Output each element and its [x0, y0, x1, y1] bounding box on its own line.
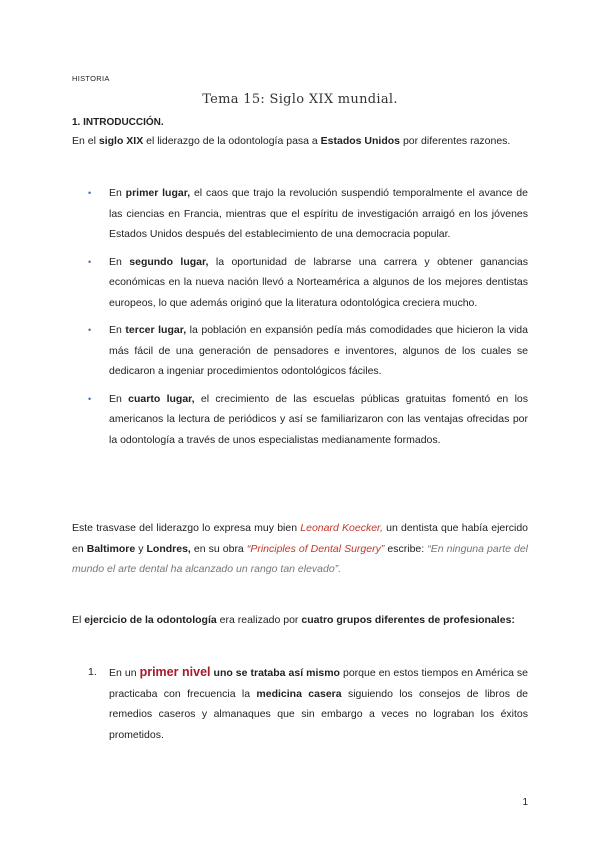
quote: “En ninguna parte del mundo el arte dental ha alcanzado un rango tan elevado”.	[72, 542, 529, 575]
bullet-icon: •	[88, 325, 92, 335]
intro-paragraph: En el siglo XIX el liderazgo de la odontología pasa a Estados Unidos por diferentes razones.	[72, 135, 511, 147]
author-name: Leonard Koecker,	[300, 522, 383, 534]
page-number: 1	[522, 797, 528, 808]
groups-paragraph: El ejercicio de la odontología era realizado por cuatro grupos diferentes de profesionales:	[72, 614, 515, 626]
list-item: • En tercer lugar, la población en expansión pedía más comodidades que hicieron la vida más fácil de una generación de pensadores e inventores, algunos de los cuales se dedicaron a ingeniar procedimientos odontológicos fáciles.	[88, 320, 528, 382]
reasons-list	[88, 183, 528, 457]
book-title: “Principles of Dental Surgery”	[246, 542, 385, 555]
list-item: • En segundo lugar, la oportunidad de labrarse una carrera y obtener ganancias económicas en la nueva nación llevó a Norteamérica a algunos de los mejores dentistas europeos, lo que además originó que la literatura odontológica creciera mucho.	[88, 252, 528, 314]
list-item: • En cuarto lugar, el crecimiento de las escuelas públicas gratuitas fomentó en los americanos la lectura de periódicos y así se familiarizaron con las ventajas ofrecidas por la odontología a través de unos especialistas medianamente formados.	[88, 389, 528, 451]
bullet-icon: •	[88, 256, 92, 267]
list-number: 1.	[88, 666, 97, 678]
bullet-icon: •	[88, 393, 92, 404]
list-item: 1. En un primer nivel uno se trataba así mismo porque en estos tiempos en América se practicaba con frecuencia la medicina casera siguiendo los consejos de libros de remedios caseros y almanaques que sin embargo a veces no lograban los éxitos prometidos.	[88, 662, 528, 745]
koecker-paragraph: Este trasvase del liderazgo lo expresa muy bien Leonard Koecker, un dentista que había ejercido en Baltimore y Londres, en su obra “Principles of Dental Surgery” escribe: “En ninguna parte del mundo el arte dental ha alcanzado un rango tan elevado”.	[72, 522, 529, 575]
page-title: Tema 15: Siglo XIX mundial.	[202, 92, 398, 107]
list-item: • En primer lugar, el caos que trajo la revolución suspendió temporalmente el avance de las ciencias en Francia, mientras que el espíritu de investigación arraigó en los jóvenes Estados Unidos después del establecimiento de una democracia popular.	[88, 183, 528, 245]
bullet-icon: •	[88, 188, 92, 198]
section-heading: 1. INTRODUCCIÓN.	[72, 117, 164, 128]
subject-header: HISTORIA	[72, 74, 110, 83]
groups-list	[88, 662, 528, 745]
